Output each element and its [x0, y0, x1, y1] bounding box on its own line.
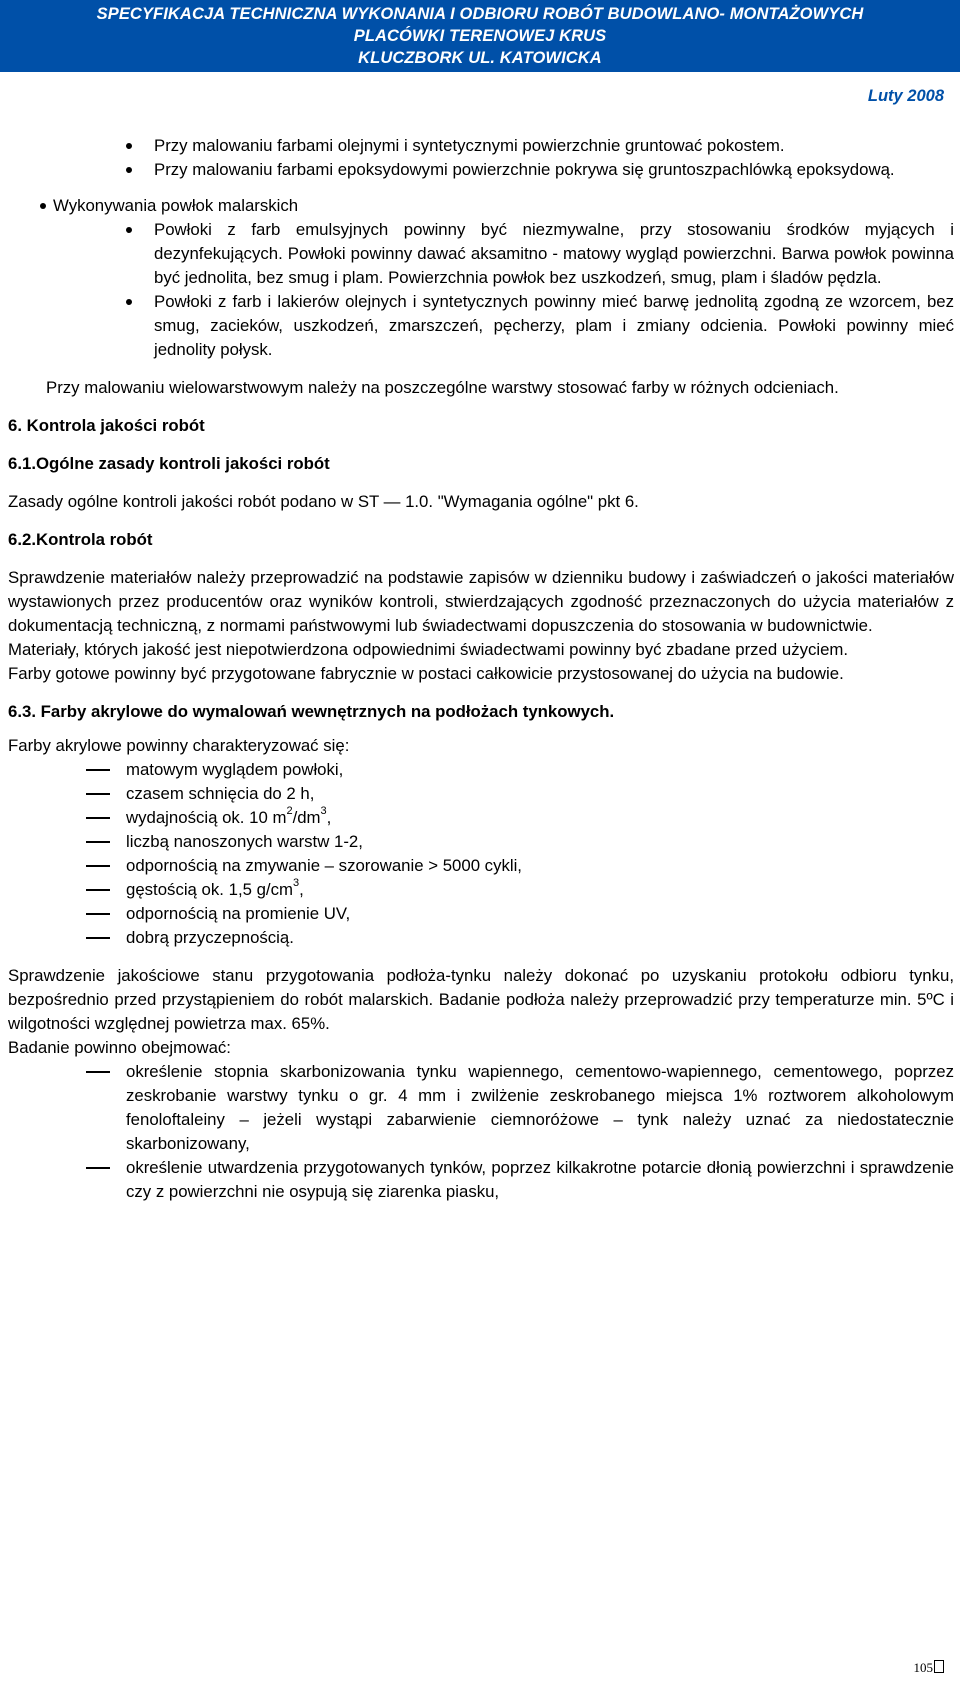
dash-icon [86, 841, 110, 843]
document-body [8, 134, 954, 1204]
document-date: Luty 2008 [867, 87, 944, 105]
list-item: określenie utwardzenia przygotowanych tynków, poprzez kilkakrotne potarcie dłonią powierzchni i sprawdzenie czy z powierzchni nie osypują się ziarenka piasku, [8, 1156, 954, 1204]
dash-icon [86, 769, 110, 771]
check-intro: Badanie powinno obejmować: [8, 1038, 231, 1057]
list-item: Przy malowaniu farbami olejnymi i syntetycznymi powierzchnie gruntować pokostem. [8, 134, 954, 158]
list-item: Przy malowaniu farbami epoksydowymi powierzchnie pokrywa się gruntoszpachlówką epoksydową. [8, 158, 954, 182]
section-6-1-heading: 6.1.Ogólne zasady kontroli jakości robót [8, 454, 330, 473]
dash-icon [86, 1167, 110, 1169]
header-title-line3: KLUCZBORK UL. KATOWICKA [358, 49, 602, 67]
dash-icon [86, 817, 110, 819]
list-item: gęstością ok. 1,5 $g/cm^3$, [8, 878, 954, 902]
bullet-icon [126, 227, 132, 233]
bullet-icon [40, 203, 46, 209]
section-6-heading: 6. Kontrola jakości robót [8, 416, 205, 435]
substrate-check-paragraph: Sprawdzenie jakościowe stanu przygotowania podłoża-tynku należy dokonać po uzyskaniu protokołu odbioru tynku, bezpośrednio przed przystąpieniem do robót malarskich. Badanie podłoża należy przeprowadzić przy temperaturze min. 5ºC i wilgotności względnej powietrza max. 65%. [8, 966, 954, 1033]
list-item: czasem schnięcia do 2 h, [8, 782, 954, 806]
section-6-2-paragraph: Farby gotowe powinny być przygotowane fabrycznie w postaci całkowicie przystosowanej do użycia na budowie. [8, 664, 844, 683]
list-item: odpornością na promienie UV, [8, 902, 954, 926]
dash-icon [86, 793, 110, 795]
dash-icon [86, 937, 110, 939]
coatings-title: Wykonywania powłok malarskich [53, 196, 299, 215]
bullet-icon [126, 143, 132, 149]
section-6-2-paragraph: Sprawdzenie materiałów należy przeprowadzić na podstawie zapisów w dzienniku budowy i zaświadczeń o jakości materiałów wystawionych przez producentów oraz wyników kontroli, stwierdzających zgodność przeznaczonych do użycia materiałów z dokumentacją techniczną, z normami państwowymi lub świadectwami dopuszczenia do stosowania w budownictwie. [8, 568, 954, 635]
dash-icon [86, 865, 110, 867]
header-title-line1: SPECYFIKACJA TECHNICZNA WYKONANIA I ODBIORU ROBÓT BUDOWLANO- MONTAŻOWYCH [96, 5, 864, 23]
bullet-icon [126, 167, 132, 173]
dash-icon [86, 1071, 110, 1073]
list-item: dobrą przyczepnością. [8, 926, 954, 950]
bullet-icon [126, 299, 132, 305]
document-header [0, 0, 960, 72]
dash-icon [86, 889, 110, 891]
section-6-2-paragraph: Materiały, których jakość jest niepotwierdzona odpowiednimi świadectwami powinny być zbadane przed użyciem. [8, 640, 849, 659]
dash-icon [86, 913, 110, 915]
placeholder-box-icon [934, 1660, 944, 1673]
list-item: matowym wyglądem powłoki, [8, 758, 954, 782]
coatings-section [8, 194, 954, 218]
list-item: Powłoki z farb emulsyjnych powinny być niezmywalne, przy stosowaniu środków myjących i dezynfekujących. Powłoki powinny dawać aksamitno - matowy wygląd powierzchni. Barwa powłok powinna być jednolita, bez smug i plam. Powierzchnia powłok bez uszkodzeń, smug, plam i śladów pędzla. [8, 218, 954, 290]
list-item: wydajnością ok. 10 $m^2/dm^3$, [8, 806, 954, 830]
list-item: Powłoki z farb i lakierów olejnych i syntetycznych powinny mieć barwę jednolitą zgodną ze wzorcem, bez smug, zacieków, uszkodzeń, zmarszczeń, pęcherzy, plam i zmiany odcienia. Powłoki powinny mieć jednolity połysk. [8, 290, 954, 362]
page-number: 105 [914, 1660, 945, 1676]
header-title-line2: PLACÓWKI TERENOWEJ KRUS [353, 27, 607, 45]
list-item: określenie stopnia skarbonizowania tynku wapiennego, cementowo-wapiennego, cementowego, poprzez zeskrobanie warstwy tynku o gr. 4 mm i zwilżenie zeskrobanego miejsca 1% roztworem alkoholowym fenoloftaleiny – jeżeli wystąpi zabarwienie ciemnoróżowe – tynk należy uznać za niedostatecznie skarbonizowany, [8, 1060, 954, 1156]
properties-intro: Farby akrylowe powinny charakteryzować się: [8, 736, 350, 755]
multilayer-note: Przy malowaniu wielowarstwowym należy na poszczególne warstwy stosować farby w różnych odcieniach. [46, 378, 839, 397]
section-6-2-heading: 6.2.Kontrola robót [8, 530, 153, 549]
list-item: liczbą nanoszonych warstw 1-2, [8, 830, 954, 854]
section-6-3-heading: 6.3. Farby akrylowe do wymalowań wewnętrznych na podłożach tynkowych. [8, 702, 615, 721]
list-item: odpornością na zmywanie – szorowanie > 5000 cykli, [8, 854, 954, 878]
section-6-1-text: Zasady ogólne kontroli jakości robót podano w ST — 1.0. "Wymagania ogólne" pkt 6. [8, 492, 639, 511]
